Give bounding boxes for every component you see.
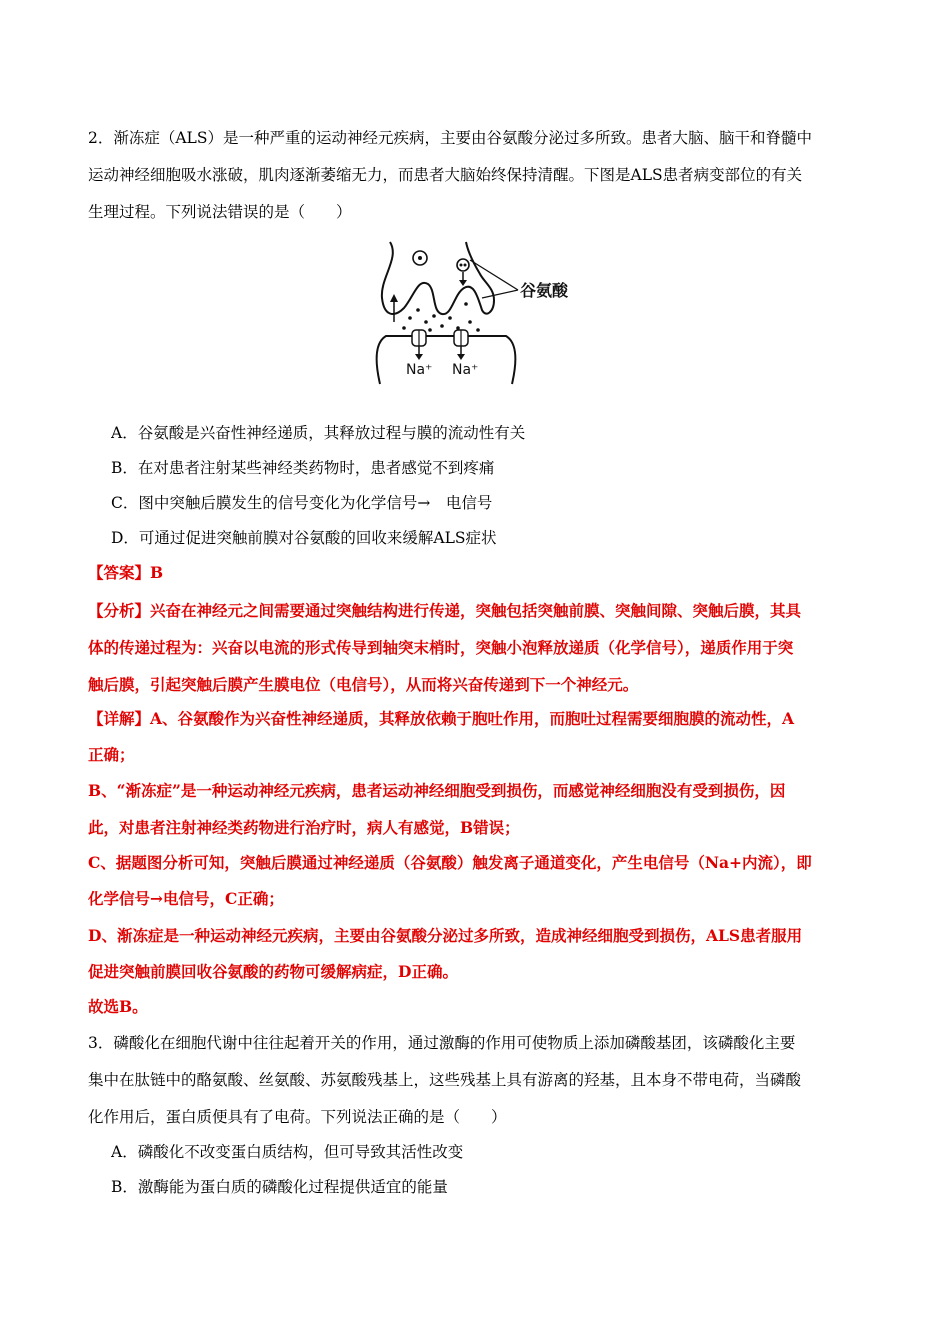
q2-detail-line-2: 正确； <box>88 745 135 764</box>
q3-stem-line-2: 集中在肽链中的酪氨酸、丝氨酸、苏氨酸残基上，这些残基上具有游离的羟基，且本身不带电荷，当磷酸 <box>88 1071 802 1089</box>
q2-detail-line-3: B、“渐冻症”是一种运动神经元疾病，患者运动神经细胞受到损伤，而感觉神经细胞没有受到损伤，因 <box>88 781 786 800</box>
q2-answer: 【答案】B <box>88 563 164 582</box>
q3-option-a: A．磷酸化不改变蛋白质结构，但可导致其活性改变 <box>111 1143 464 1161</box>
q2-analysis-line-1: 【分析】兴奋在神经元之间需要通过突触结构进行传递，突触包括突触前膜、突触间隙、突触后膜，其具 <box>88 601 802 620</box>
na-label-1: Na⁺ <box>406 362 433 378</box>
q2-detail-line-8: 促进突触前膜回收谷氨酸的药物可缓解病症，D正确。 <box>88 962 458 981</box>
q2-option-a: A．谷氨酸是兴奋性神经递质，其释放过程与膜的流动性有关 <box>111 424 526 442</box>
q2-option-c: C．图中突触后膜发生的信号变化为化学信号→ 电信号 <box>111 494 493 512</box>
q2-option-b: B．在对患者注射某些神经类药物时，患者感觉不到疼痛 <box>111 459 495 477</box>
na-label-2: Na⁺ <box>452 362 479 378</box>
q3-stem-line-1: 3．磷酸化在细胞代谢中往往起着开关的作用，通过激酶的作用可使物质上添加磷酸基团，该磷酸化主要 <box>88 1034 796 1052</box>
q2-detail-line-5: C、据题图分析可知，突触后膜通过神经递质（谷氨酸）触发离子通道变化，产生电信号（Na+内流），即 <box>88 853 812 872</box>
q3-stem-line-3: 化作用后，蛋白质便具有了电荷。下列说法正确的是（ ） <box>88 1108 507 1126</box>
q2-option-d: D．可通过促进突触前膜对谷氨酸的回收来缓解ALS症状 <box>111 529 497 547</box>
q2-detail-line-6: 化学信号→电信号，C正确； <box>88 889 284 908</box>
q2-stem-line-3: 生理过程。下列说法错误的是（ ） <box>88 203 352 221</box>
q2-stem-line-2: 运动神经细胞吸水涨破，肌肉逐渐萎缩无力，而患者大脑始终保持清醒。下图是ALS患者病变部位的有关 <box>88 166 803 184</box>
q2-detail-line-4: 此，对患者注射神经类药物进行治疗时，病人有感觉，B错误； <box>88 818 520 837</box>
q2-detail-line-1: 【详解】A、谷氨酸作为兴奋性神经递质，其释放依赖于胞吐作用，而胞吐过程需要细胞膜的流动性，A <box>88 709 795 728</box>
q2-stem-line-1: 2．渐冻症（ALS）是一种严重的运动神经元疾病，主要由谷氨酸分泌过多所致。患者大脑、脑干和脊髓中 <box>88 129 812 147</box>
q2-analysis-line-3: 触后膜，引起突触后膜产生膜电位（电信号），从而将兴奋传递到下一个神经元。 <box>88 675 639 694</box>
q2-analysis-line-2: 体的传递过程为：兴奋以电流的形式传导到轴突末梢时，突触小泡释放递质（化学信号），递质作用于突 <box>88 638 794 657</box>
q2-conclusion: 故选B。 <box>88 997 148 1016</box>
synapse-diagram <box>370 238 600 390</box>
glutamate-label: 谷氨酸 <box>520 281 569 300</box>
q3-option-b: B．激酶能为蛋白质的磷酸化过程提供适宜的能量 <box>111 1178 448 1196</box>
q2-detail-line-7: D、渐冻症是一种运动神经元疾病，主要由谷氨酸分泌过多所致，造成神经细胞受到损伤，ALS患者服用 <box>88 926 803 945</box>
